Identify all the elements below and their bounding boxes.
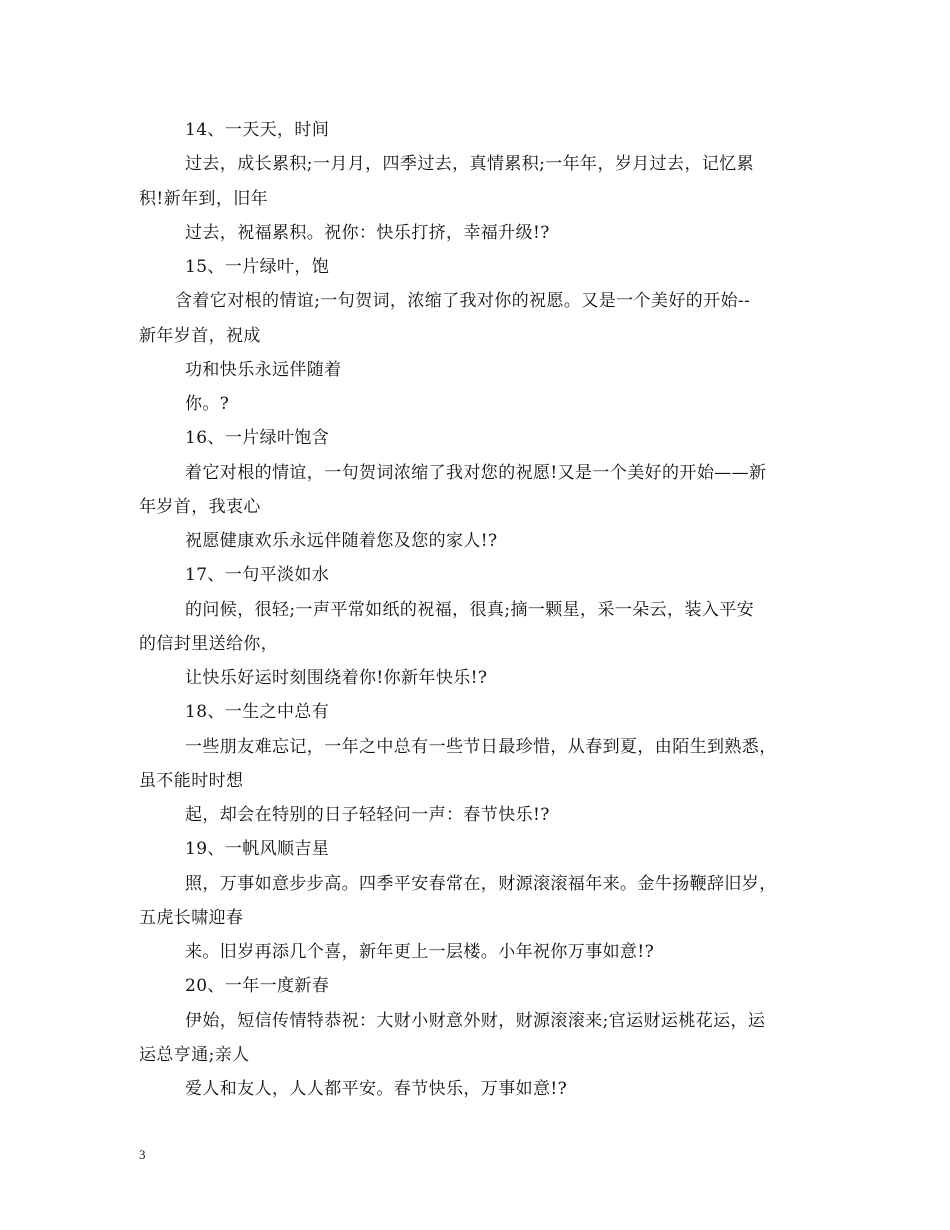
item-17-text-line: 的问候，很轻;一声平常如纸的祝福，很真;摘一颗星，采一朵云，装入平安 xyxy=(185,600,755,620)
item-15-text-line: 含着它对根的情谊;一句贺词，浓缩了我对你的祝愿。又是一个美好的开始-- xyxy=(175,291,751,311)
item-18-text-line: 一些朋友难忘记，一年之中总有一些节日最珍惜，从春到夏，由陌生到熟悉， xyxy=(185,737,777,757)
item-16-text-line: 祝愿健康欢乐永远伴随着您及您的家人!? xyxy=(185,531,498,551)
item-16-text-line: 着它对根的情谊，一句贺词浓缩了我对您的祝愿!又是一个美好的开始——新 xyxy=(185,463,767,483)
item-15-text-line: 功和快乐永远伴随着 xyxy=(185,360,342,380)
item-19-heading: 19、一帆风顺吉星 xyxy=(185,839,330,859)
item-17-heading: 17、一句平淡如水 xyxy=(185,565,330,585)
item-18-heading: 18、一生之中总有 xyxy=(185,702,330,722)
item-20-heading: 20、一年一度新春 xyxy=(185,976,330,996)
item-18-text-line: 起，却会在特别的日子轻轻问一声：春节快乐!? xyxy=(185,805,550,825)
item-17-text-line: 的信封里送给你， xyxy=(139,634,279,654)
item-14-heading: 14、一天天，时间 xyxy=(185,120,330,140)
item-20-text-line: 运总亨通;亲人 xyxy=(139,1045,250,1065)
page-number: 3 xyxy=(139,1147,146,1162)
item-19-text-line: 照，万事如意步步高。四季平安春常在，财源滚滚福年来。金牛扬鞭辞旧岁， xyxy=(185,874,777,894)
item-20-text-line: 爱人和友人，人人都平安。春节快乐，万事如意!? xyxy=(185,1079,568,1099)
item-16-heading: 16、一片绿叶饱含 xyxy=(185,428,330,448)
item-15-text-line: 新年岁首，祝成 xyxy=(139,326,261,346)
item-20-text-line: 伊始，短信传情特恭祝：大财小财意外财，财源滚滚来;官运财运桃花运，运 xyxy=(185,1011,766,1031)
item-15-text-line: 你。? xyxy=(185,394,230,414)
item-19-text-line: 来。旧岁再添几个喜，新年更上一层楼。小年祝你万事如意!? xyxy=(185,942,655,962)
item-15-heading: 15、一片绿叶，饱 xyxy=(185,257,330,277)
item-17-text-line: 让快乐好运时刻围绕着你!你新年快乐!? xyxy=(185,668,488,688)
item-14-text-line: 过去，成长累积;一月月，四季过去，真情累积;一年年，岁月过去，记忆累 xyxy=(185,154,755,174)
item-16-text-line: 年岁首，我衷心 xyxy=(139,497,261,517)
item-18-text-line: 虽不能时时想 xyxy=(139,771,244,791)
item-14-text-line: 积!新年到，旧年 xyxy=(139,189,269,209)
item-19-text-line: 五虎长啸迎春 xyxy=(139,908,244,928)
item-14-text-line: 过去，祝福累积。祝你：快乐打挤，幸福升级!? xyxy=(185,223,550,243)
